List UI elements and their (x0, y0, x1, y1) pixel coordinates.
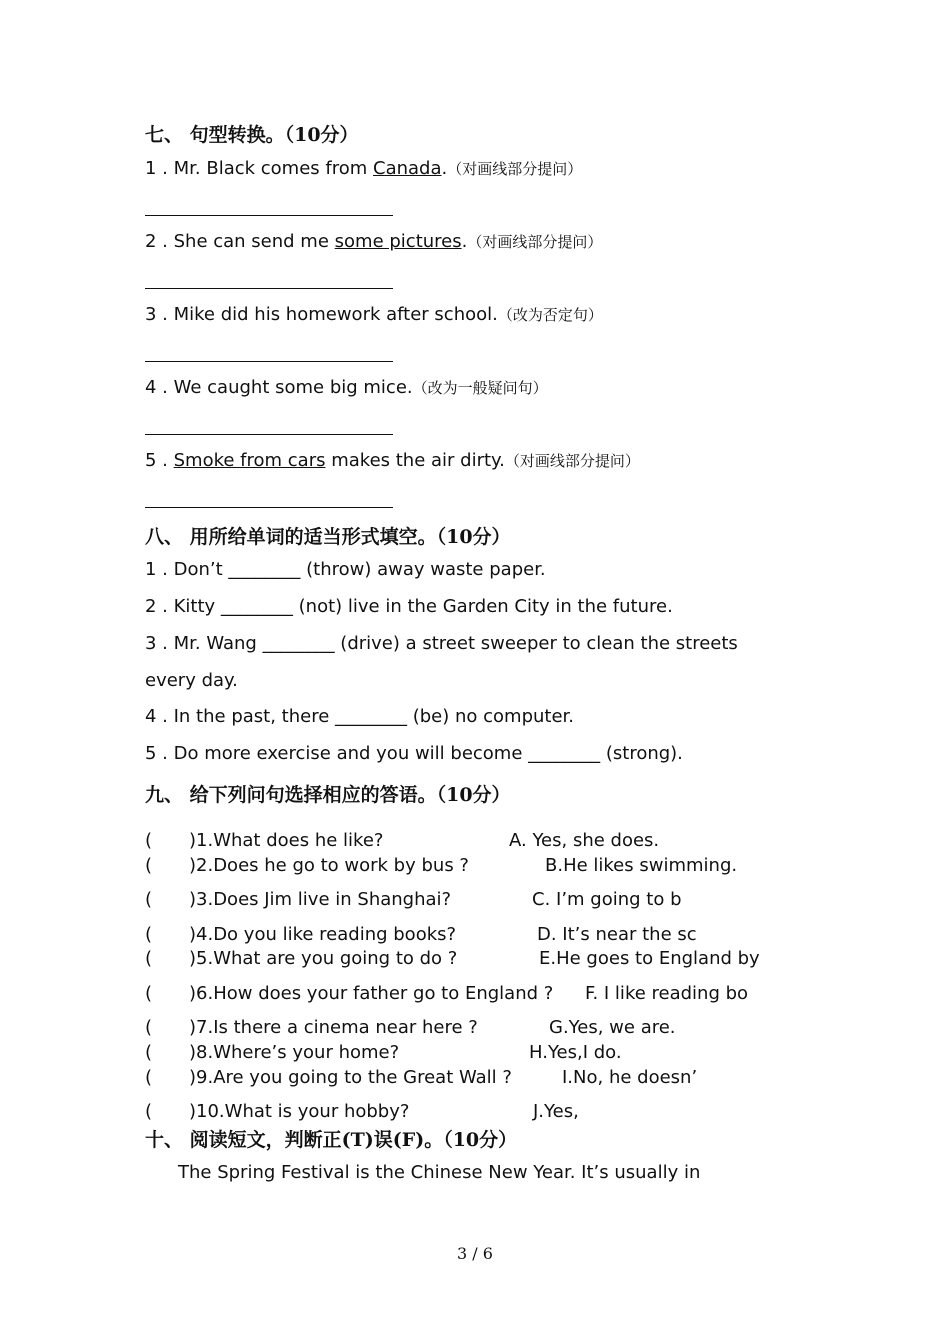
section-8-line-3: 3 . Mr. Wang ________ (drive) a street sweeper to clean the streets (145, 633, 738, 654)
page-number: 3 / 6 (457, 1244, 493, 1263)
instruction-hint: （对画线部分提问） (467, 233, 603, 251)
match-question: )2.Does he go to work by bus ? (189, 855, 469, 876)
item-text-end: . (441, 158, 448, 179)
match-answer: C. I’m going to b (532, 889, 682, 910)
underlined-text: Smoke from cars (173, 450, 326, 471)
instruction-hint: （对画线部分提问） (504, 452, 640, 470)
section-9-title: 九、 给下列问句选择相应的答语。（10分） (145, 784, 511, 806)
match-row-paren[interactable]: ( (145, 1042, 153, 1063)
match-row-paren[interactable]: ( (145, 924, 153, 945)
match-answer: I.No, he doesn’ (562, 1067, 698, 1088)
match-question: )4.Do you like reading books? (189, 924, 457, 945)
match-row-paren[interactable]: ( (145, 855, 153, 876)
section-7-item-2 (145, 231, 602, 252)
section-8-line-2: 2 . Kitty ________ (not) live in the Garden City in the future. (145, 596, 673, 617)
section-8-line-5: 5 . Do more exercise and you will become ________ (strong). (145, 743, 683, 764)
match-answer: B.He likes swimming. (545, 855, 738, 876)
section-7-item-4 (145, 377, 548, 398)
item-text: 5 . (145, 450, 174, 471)
match-answer: J.Yes, (533, 1101, 579, 1122)
answer-line-5[interactable] (145, 507, 393, 508)
section-8-line-1: 1 . Don’t ________ (throw) away waste paper. (145, 559, 546, 580)
match-row-paren[interactable]: ( (145, 948, 153, 969)
match-answer: H.Yes,I do. (529, 1042, 622, 1063)
item-text-end: . (461, 231, 468, 252)
instruction-hint: （对画线部分提问） (447, 160, 583, 178)
section-8-title: 八、 用所给单词的适当形式填空。（10分） (145, 526, 511, 548)
match-row-paren[interactable]: ( (145, 889, 153, 910)
section-7-item-1 (145, 158, 582, 179)
item-text: 4 . We caught some big mice. (145, 377, 413, 398)
answer-line-2[interactable] (145, 288, 393, 289)
match-question: )5.What are you going to do ? (189, 948, 458, 969)
underlined-text: Canada (373, 158, 442, 179)
match-row-paren[interactable]: ( (145, 1067, 153, 1088)
instruction-hint: （改为一般疑问句） (412, 379, 548, 397)
item-text: 1 . Mr. Black comes from (145, 158, 373, 179)
match-question: )6.How does your father go to England ? (189, 983, 554, 1004)
match-question: )3.Does Jim live in Shanghai? (189, 889, 452, 910)
match-question: )9.Are you going to the Great Wall ? (189, 1067, 512, 1088)
match-question: )10.What is your hobby? (189, 1101, 410, 1122)
answer-line-4[interactable] (145, 434, 393, 435)
match-row-paren[interactable]: ( (145, 983, 153, 1004)
match-answer: A. Yes, she does. (509, 830, 660, 851)
match-answer: G.Yes, we are. (549, 1017, 676, 1038)
answer-line-3[interactable] (145, 361, 393, 362)
match-question: )7.Is there a cinema near here ? (189, 1017, 478, 1038)
section-8-line-4: 4 . In the past, there ________ (be) no computer. (145, 706, 575, 727)
item-text-end: makes the air dirty. (325, 450, 505, 471)
underlined-text: some pictures (334, 231, 462, 252)
match-row-paren[interactable]: ( (145, 830, 153, 851)
instruction-hint: （改为否定句） (497, 306, 603, 324)
match-question: )1.What does he like? (189, 830, 384, 851)
section-8-line-3-cont: every day. (145, 670, 238, 691)
item-text: 3 . Mike did his homework after school. (145, 304, 498, 325)
section-10-title: 十、 阅读短文，判断正(T)误(F)。（10分） (145, 1129, 518, 1151)
section-7-item-5 (145, 450, 640, 471)
reading-paragraph: The Spring Festival is the Chinese New Year. It’s usually in (178, 1162, 701, 1183)
item-text: 2 . She can send me (145, 231, 335, 252)
match-answer: D. It’s near the sc (537, 924, 697, 945)
match-answer: E.He goes to England by (539, 948, 760, 969)
answer-line-1[interactable] (145, 215, 393, 216)
section-7-title: 七、 句型转换。（10分） (145, 124, 359, 146)
match-question: )8.Where’s your home? (189, 1042, 400, 1063)
section-7-item-3 (145, 304, 603, 325)
match-answer: F. I like reading bo (585, 983, 749, 1004)
match-row-paren[interactable]: ( (145, 1101, 153, 1122)
match-row-paren[interactable]: ( (145, 1017, 153, 1038)
